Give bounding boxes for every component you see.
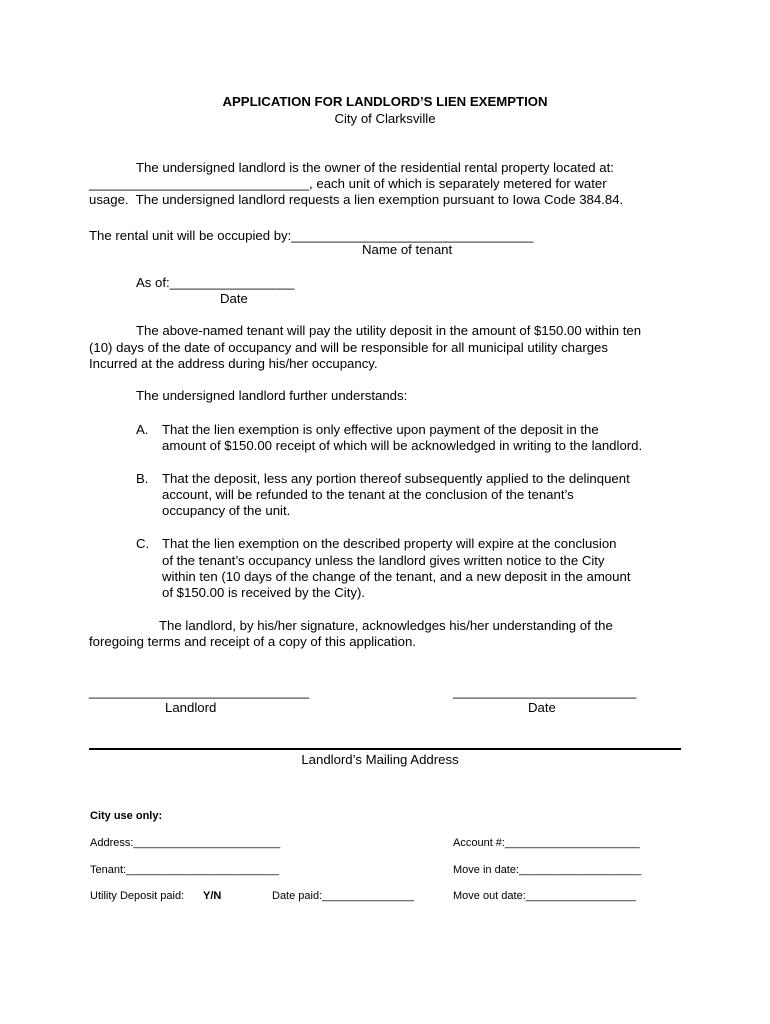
deposit-line-3: Incurred at the address during his/her occupancy. [89, 356, 378, 371]
term-line: amount of $150.00 receipt of which will be acknowledged in writing to the landlord. [162, 438, 643, 453]
term-letter: C. [136, 536, 150, 551]
deposit-line-1: The above-named tenant will pay the utility deposit in the amount of $150.00 within ten [136, 323, 642, 338]
intro-line-3: usage. The undersigned landlord requests a lien exemption pursuant to Iowa Code 384.84. [89, 192, 624, 207]
term-line: of the tenant’s occupancy unless the landlord gives written notice to the City [162, 553, 605, 568]
term-line: within ten (10 days of the change of the tenant, and a new deposit in the amount [162, 569, 631, 584]
as-of-date-blank: _________________ [169, 275, 295, 290]
tenant-name-blank: _________________________________ [291, 228, 534, 243]
term-line: That the deposit, less any portion thereof subsequently applied to the delinquent [162, 471, 630, 486]
occupied-by-field [89, 229, 533, 242]
term-line: account, will be refunded to the tenant at the conclusion of the tenant’s [162, 487, 574, 502]
term-line: That the lien exemption on the described property will expire at the conclusion [162, 536, 617, 551]
acknowledge-line-1: The landlord, by his/her signature, acknowledges his/her understanding of the [159, 618, 613, 633]
document-title: APPLICATION FOR LANDLORD’S LIEN EXEMPTION [222, 94, 548, 109]
city-deposit-paid-value: Y/N [203, 890, 222, 902]
city-deposit-paid-label: Utility Deposit paid: [90, 890, 185, 902]
city-date-paid-field: Date paid:_______________ [272, 890, 414, 902]
signature-date-caption: Date [528, 700, 556, 715]
deposit-line-2: (10) days of the date of occupancy and will be responsible for all municipal utility charges [89, 340, 608, 355]
term-line: of $150.00 is received by the City). [162, 585, 366, 600]
as-of-field [136, 276, 294, 289]
intro-line-2: ______________________________, each unit of which is separately metered for water [89, 176, 607, 191]
acknowledge-line-2: foregoing terms and receipt of a copy of this application. [89, 634, 416, 649]
mailing-address-line [89, 748, 681, 750]
city-move-in-field: Move in date:____________________ [453, 864, 642, 876]
occupied-by-label: The rental unit will be occupied by: [89, 228, 292, 243]
as-of-label: As of: [136, 275, 170, 290]
term-line: That the lien exemption is only effective upon payment of the deposit in the [162, 422, 599, 437]
landlord-signature-caption: Landlord [165, 700, 217, 715]
as-of-date-caption: Date [220, 291, 248, 306]
tenant-name-caption: Name of tenant [362, 242, 453, 257]
city-tenant-field: Tenant:_________________________ [90, 864, 280, 876]
term-letter: A. [136, 422, 149, 437]
intro-line-1: The undersigned landlord is the owner of the residential rental property located at: [136, 160, 614, 175]
city-address-field: Address:________________________ [90, 837, 281, 849]
signature-date-blank: _________________________ [453, 684, 637, 699]
city-move-out-field: Move out date:__________________ [453, 890, 636, 902]
document-subtitle: City of Clarksville [334, 111, 436, 126]
city-use-heading: City use only: [90, 810, 163, 822]
city-account-field: Account #:______________________ [453, 837, 640, 849]
term-line: occupancy of the unit. [162, 503, 291, 518]
understands-heading: The undersigned landlord further understands: [136, 388, 408, 403]
mailing-address-caption: Landlord’s Mailing Address [301, 752, 459, 767]
term-letter: B. [136, 471, 149, 486]
landlord-signature-blank: ______________________________ [89, 684, 310, 699]
